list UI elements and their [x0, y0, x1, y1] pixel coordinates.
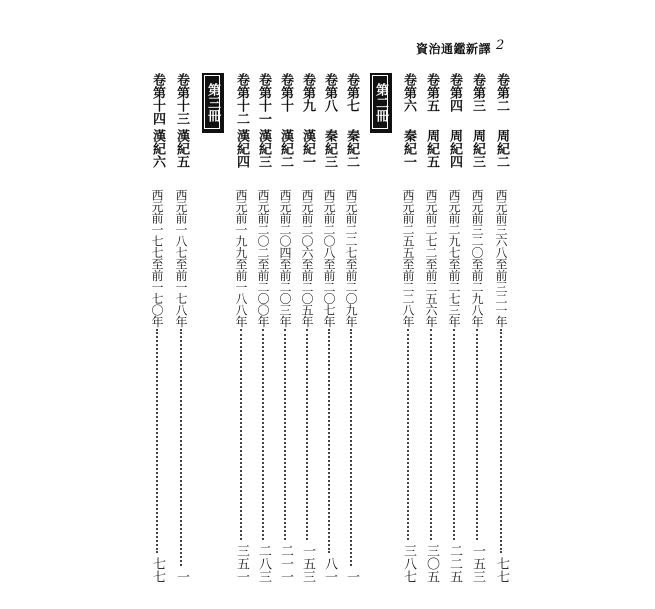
- chapter-page: 一: [344, 570, 359, 583]
- chapter-title: 漢紀五: [174, 129, 189, 168]
- toc-entry[interactable]: [296, 73, 318, 583]
- chapter-page: 七七: [494, 557, 509, 583]
- dot-leader: [306, 329, 308, 540]
- chapter-page: 二一一: [278, 544, 293, 583]
- volume-2-label: 第二冊: [373, 82, 388, 122]
- chapter-page: 三八七: [401, 544, 416, 583]
- chapter-years: 西元前二〇八至前二〇七年: [322, 189, 336, 327]
- dot-leader: [407, 329, 409, 540]
- page-number: 2: [496, 38, 505, 53]
- chapter-title: 漢紀一: [300, 129, 315, 168]
- chapter-years: 西元前二〇六至前二〇五年: [300, 189, 314, 327]
- dot-leader: [284, 329, 286, 540]
- chapter-label: 卷第十四: [150, 73, 165, 125]
- chapter-title: 漢紀六: [150, 129, 165, 168]
- chapter-years: 西元前一九九至前一八八年: [234, 189, 248, 327]
- chapter-title: 漢紀四: [234, 129, 249, 168]
- chapter-page: 三〇五: [424, 544, 439, 583]
- chapter-label: 卷第十二: [234, 73, 249, 125]
- chapter-label: 卷第九: [300, 73, 315, 112]
- chapter-page: 八一: [322, 557, 337, 583]
- chapter-page: 三五一: [234, 544, 249, 583]
- chapter-page: 一五三: [470, 544, 485, 583]
- chapter-page: 二二五: [447, 544, 462, 583]
- chapter-years: 西元前三六八至前三二一年: [494, 189, 508, 327]
- chapter-title: 秦紀一: [401, 129, 416, 168]
- toc-entry[interactable]: [170, 73, 192, 583]
- chapter-title: 秦紀三: [322, 129, 337, 168]
- dot-leader: [240, 329, 242, 540]
- volume-3-label: 第三冊: [205, 82, 220, 122]
- dot-leader: [453, 329, 455, 540]
- chapter-years: 西元前二二七至前二〇九年: [344, 189, 358, 327]
- chapter-title: 周紀五: [424, 129, 439, 168]
- chapter-years: 西元前二五五至前二二八年: [401, 189, 415, 327]
- toc-entry[interactable]: [230, 73, 252, 583]
- toc-entry[interactable]: [443, 73, 465, 583]
- toc-entry[interactable]: [274, 73, 296, 583]
- chapter-label: 卷第二: [494, 73, 509, 112]
- dot-leader: [328, 329, 330, 553]
- volume-3-marker: [202, 73, 224, 133]
- chapter-title: 漢紀三: [256, 129, 271, 168]
- toc-entry[interactable]: [420, 73, 442, 583]
- chapter-label: 卷第十三: [174, 73, 189, 125]
- chapter-label: 卷第十一: [256, 73, 271, 125]
- chapter-title: 周紀四: [447, 129, 462, 168]
- running-head-title: 資治通鑑新譯: [416, 42, 492, 56]
- toc-entry[interactable]: [490, 73, 512, 583]
- volume-2-marker: [370, 73, 392, 133]
- chapter-years: 西元前一七七至前一七〇年: [150, 189, 164, 327]
- chapter-label: 卷第三: [470, 73, 485, 112]
- chapter-label: 卷第十: [278, 73, 293, 112]
- chapter-label: 卷第四: [447, 73, 462, 112]
- toc-entry[interactable]: [318, 73, 340, 583]
- chapter-title: 漢紀二: [278, 129, 293, 168]
- dot-leader: [262, 329, 264, 540]
- chapter-years: 西元前三二〇至前二九八年: [470, 189, 484, 327]
- chapter-years: 西元前二〇二至前二〇〇年: [256, 189, 270, 327]
- toc-entry[interactable]: [252, 73, 274, 583]
- toc-entry[interactable]: [397, 73, 419, 583]
- chapter-years: 西元前一八七至前一七八年: [174, 189, 188, 327]
- dot-leader: [180, 329, 182, 566]
- toc-entry[interactable]: [466, 73, 488, 583]
- toc-entry[interactable]: [340, 73, 362, 583]
- chapter-page: 二八三: [256, 544, 271, 583]
- dot-leader: [476, 329, 478, 540]
- chapter-years: 西元前二七二至前二五六年: [424, 189, 438, 327]
- table-of-contents: [0, 73, 655, 588]
- dot-leader: [156, 329, 158, 553]
- chapter-page: 七七: [150, 557, 165, 583]
- toc-entry[interactable]: [146, 73, 168, 583]
- chapter-label: 卷第八: [322, 73, 337, 112]
- chapter-title: 秦紀二: [344, 129, 359, 168]
- dot-leader: [350, 329, 352, 566]
- chapter-page: 一五三: [300, 544, 315, 583]
- chapter-years: 西元前二九七至前二七三年: [447, 189, 461, 327]
- chapter-title: 周紀三: [470, 129, 485, 168]
- chapter-label: 卷第七: [344, 73, 359, 112]
- chapter-label: 卷第五: [424, 73, 439, 112]
- chapter-years: 西元前二〇四至前二〇三年: [278, 189, 292, 327]
- chapter-page: 一: [174, 570, 189, 583]
- dot-leader: [430, 329, 432, 540]
- dot-leader: [500, 329, 502, 553]
- chapter-title: 周紀二: [494, 129, 509, 168]
- chapter-label: 卷第六: [401, 73, 416, 112]
